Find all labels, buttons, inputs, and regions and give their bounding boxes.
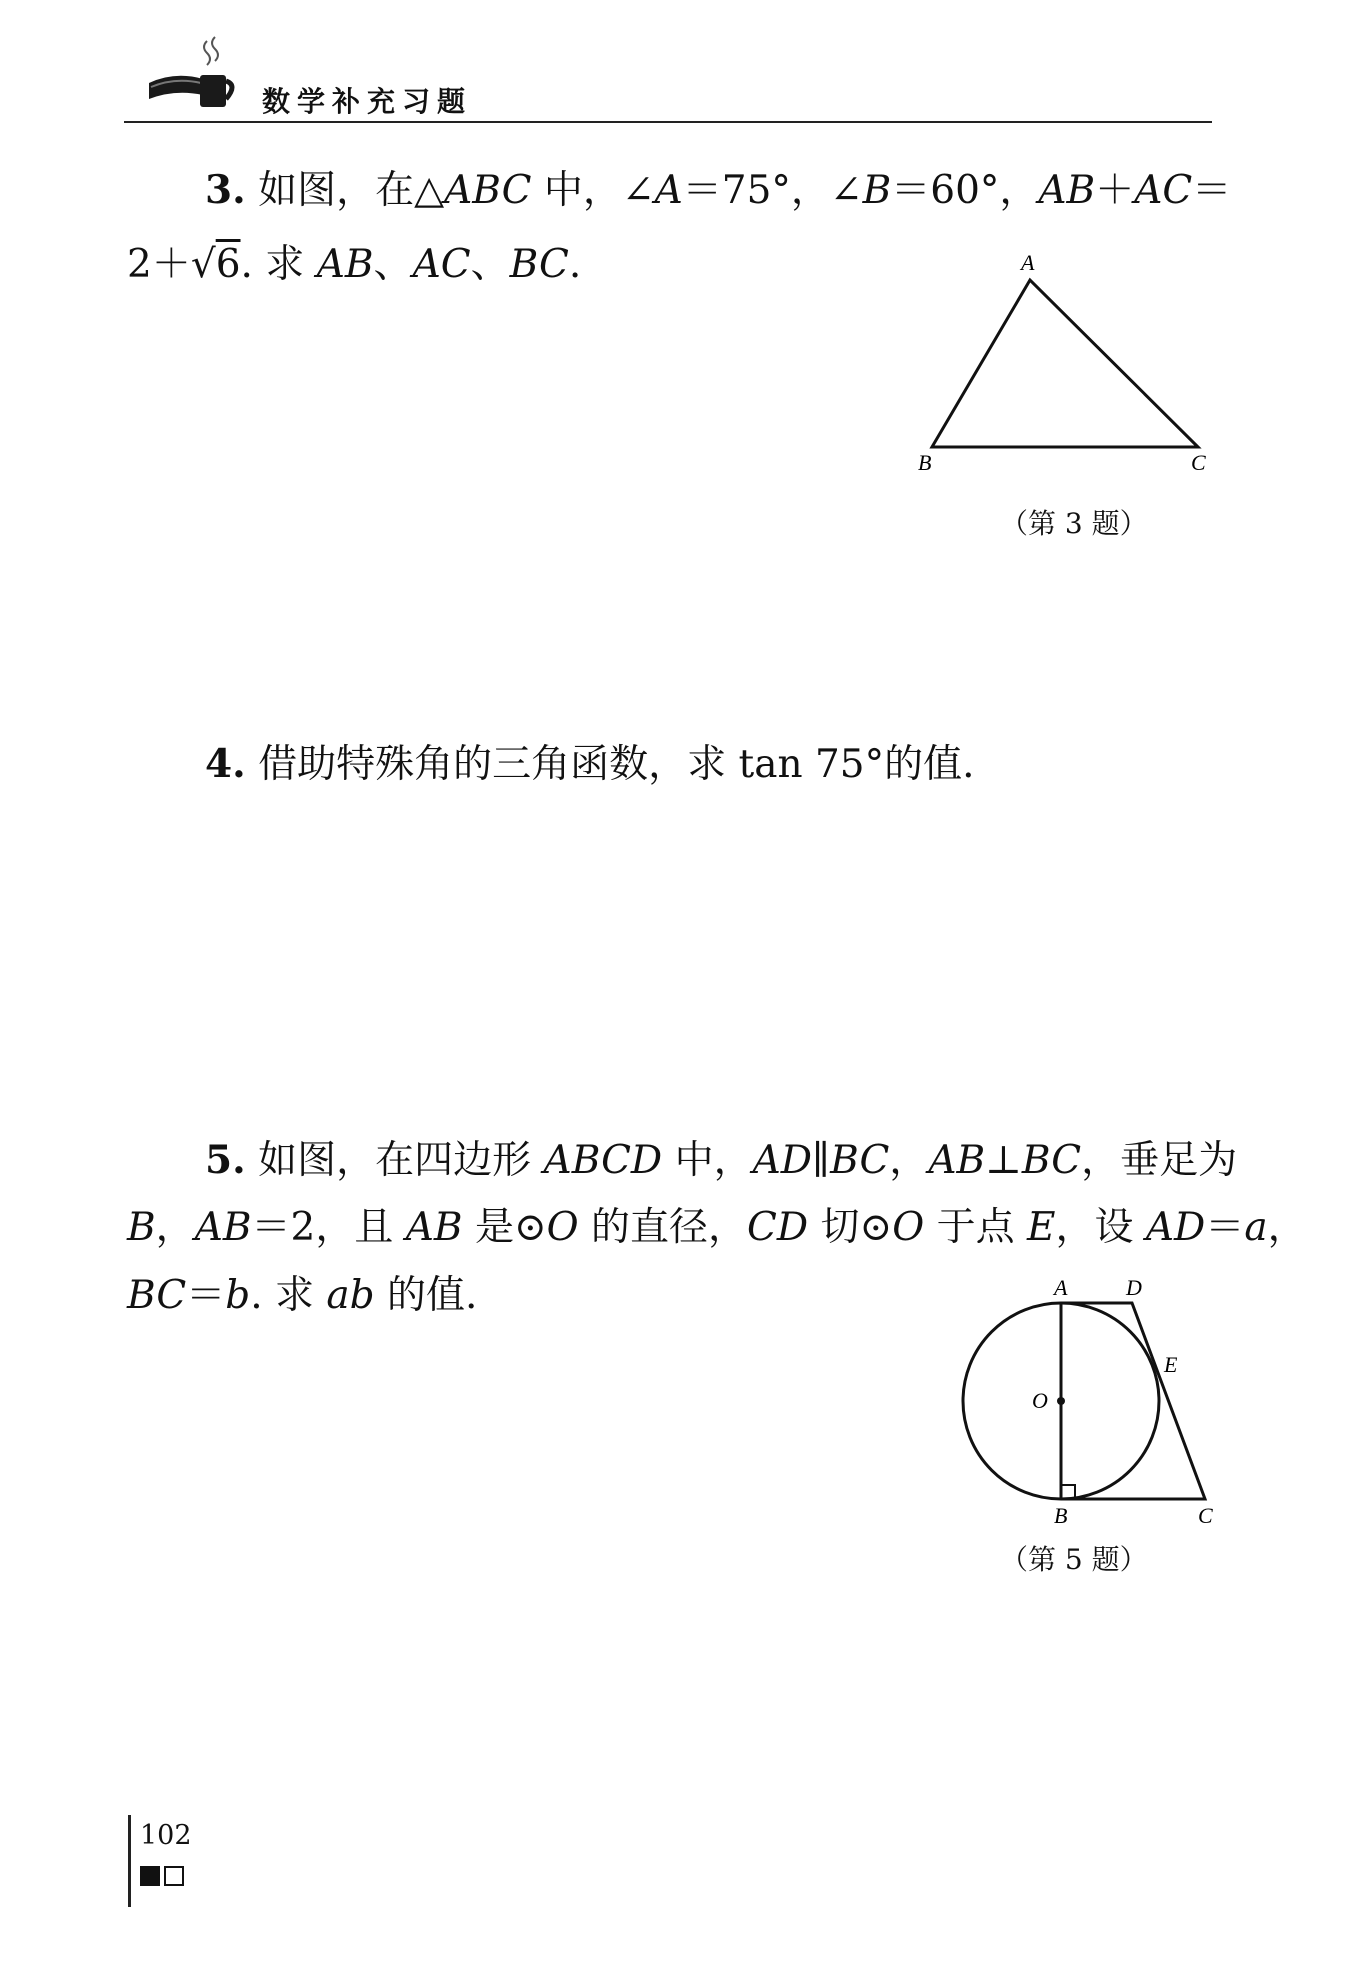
q5-line-2 (127, 1203, 1307, 1253)
q3-var: AC (1134, 168, 1193, 213)
empty-square-icon (164, 1866, 184, 1886)
q3-text: 2＋ (127, 242, 191, 287)
q5-text: ，设 (1055, 1205, 1146, 1250)
q5-var: AD (752, 1138, 813, 1183)
q5-text: ， (1267, 1205, 1307, 1250)
q5-text: . 求 (250, 1273, 327, 1318)
q3-var: AB (316, 242, 374, 287)
q3-text: 、 (470, 242, 510, 287)
q5-text: ＝ (1205, 1205, 1245, 1250)
header-divider (124, 121, 1212, 123)
vertex-label-b: B (918, 450, 932, 475)
q5-var: ABCD (543, 1138, 663, 1183)
q3-var: ABC (444, 168, 532, 213)
q5-text: 中， (662, 1138, 753, 1183)
header-title: 数学补充习题 (262, 85, 473, 118)
q5-var: O (892, 1205, 925, 1250)
q5-number: 5. (205, 1137, 246, 1183)
sqrt-radicand: 6 (215, 242, 241, 287)
q4-text: 借助特殊角的三角函数，求 tan 75°的值. (258, 742, 975, 787)
center-point-o (1057, 1397, 1065, 1405)
q5-var: AB (928, 1138, 986, 1183)
q5-text: ＝ (186, 1273, 226, 1318)
q5-var: BC (127, 1273, 187, 1318)
book-and-cup-icon (145, 35, 240, 115)
q3-text: 中，∠ (531, 168, 655, 213)
q5-text: ∥ (812, 1138, 831, 1183)
q3-text: . (568, 242, 582, 287)
q3-var: AC (412, 242, 471, 287)
vertex-label-a: A (1021, 250, 1035, 275)
vertex-label-c: C (1198, 1503, 1213, 1528)
q5-text: 是⊙ (462, 1205, 547, 1250)
q5-var: O (546, 1205, 579, 1250)
q3-number: 3. (205, 167, 246, 213)
page-number: 102 (140, 1820, 192, 1851)
q5-text: 于点 (924, 1205, 1027, 1250)
q5-var: ab (326, 1273, 375, 1318)
q5-text: ＝2，且 (251, 1205, 406, 1250)
q5-line-1 (205, 1135, 1237, 1186)
vertex-label-c: C (1191, 450, 1206, 475)
q5-text: 的值. (374, 1273, 478, 1318)
vertex-label-b: B (1054, 1503, 1068, 1528)
vertex-label-d: D (1126, 1275, 1142, 1300)
q5-var: AB (194, 1205, 252, 1250)
q5-var: AB (405, 1205, 463, 1250)
q5-text: 如图，在四边形 (258, 1138, 544, 1183)
q3-text: ＝ (1192, 168, 1232, 213)
q3-text: . 求 (240, 242, 317, 287)
q5-circle-trapezoid-figure (950, 1265, 1230, 1535)
q5-caption: （第 5 题） (1000, 1543, 1148, 1576)
q3-var: A (654, 168, 683, 213)
q3-line-2 (127, 240, 581, 290)
tangent-point-label-e: E (1164, 1352, 1178, 1377)
q5-text: ， (889, 1138, 929, 1183)
q5-text: ⊥ (985, 1138, 1022, 1183)
page-number-bar (128, 1815, 131, 1907)
q3-var: BC (509, 242, 569, 287)
vertex-label-a: A (1054, 1275, 1068, 1300)
q5-var: b (225, 1273, 251, 1318)
q3-var: AB (1038, 168, 1096, 213)
q5-var: BC (830, 1138, 890, 1183)
q5-var: B (127, 1205, 156, 1250)
q4-line (205, 739, 974, 790)
q3-text: 如图，在△ (258, 168, 445, 213)
q5-var: AD (1145, 1205, 1206, 1250)
q5-var: a (1244, 1205, 1268, 1250)
q3-text: 、 (373, 242, 413, 287)
q3-text: ＝75°，∠ (682, 168, 863, 213)
q5-text: 的直径， (578, 1205, 748, 1250)
sqrt-sign: √ (190, 242, 216, 287)
q3-text: ＋ (1095, 168, 1135, 213)
q5-var: CD (747, 1205, 809, 1250)
q5-var: BC (1021, 1138, 1082, 1183)
q5-text: ，垂足为 (1081, 1138, 1238, 1183)
q4-number: 4. (205, 741, 246, 787)
q3-text: ＝60°， (891, 168, 1039, 213)
q5-var: E (1027, 1205, 1056, 1250)
triangle-abc (932, 280, 1198, 447)
center-label-o: O (1032, 1388, 1048, 1413)
q3-var: B (862, 168, 892, 213)
q3-caption: （第 3 题） (1000, 507, 1148, 540)
q5-text: 切⊙ (808, 1205, 893, 1250)
q3-triangle-figure (900, 245, 1220, 485)
q3-line-1 (205, 165, 1231, 216)
filled-square-icon (140, 1866, 160, 1886)
q5-text: ， (155, 1205, 195, 1250)
q5-line-3 (127, 1271, 477, 1321)
